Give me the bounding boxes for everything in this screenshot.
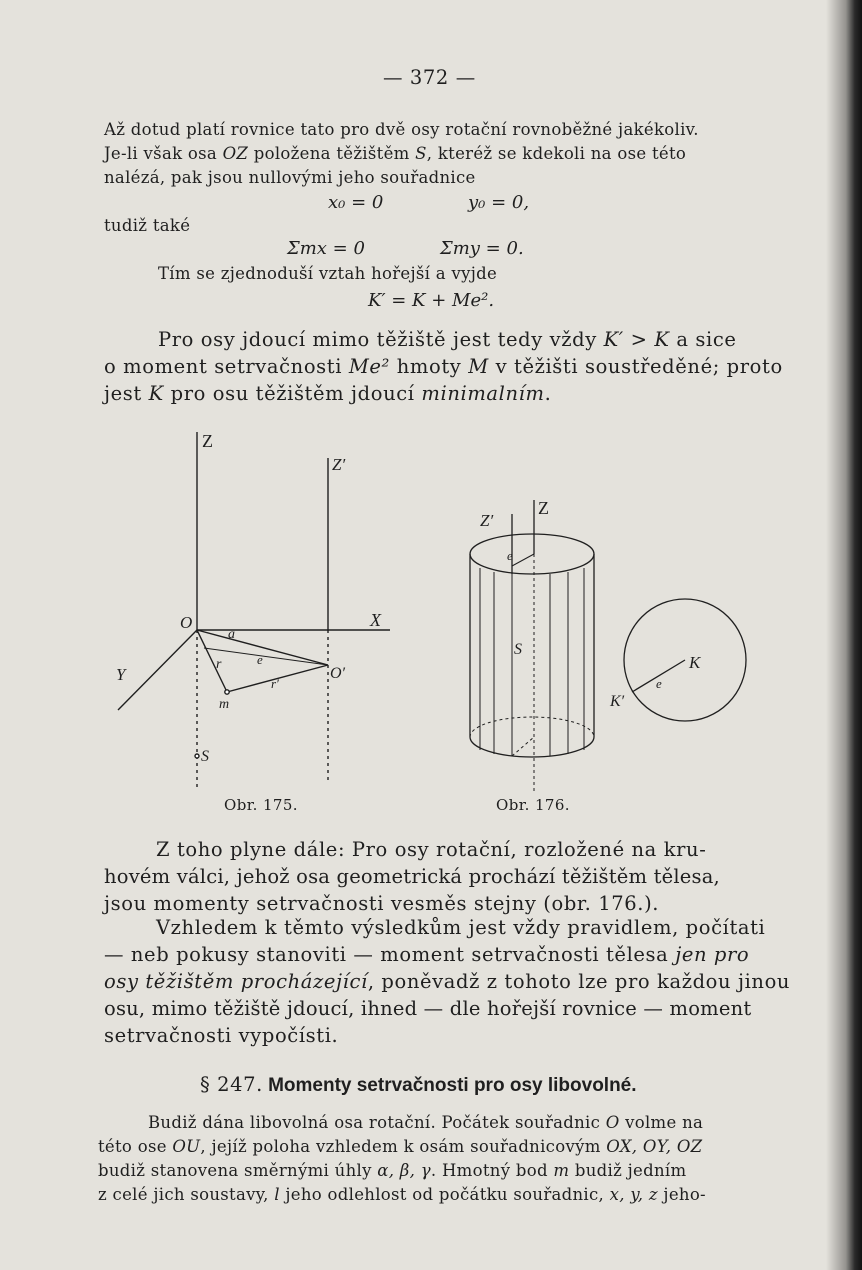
label-e: e [257, 652, 263, 667]
equation-k-prime: K′ = K + Me². [368, 290, 495, 311]
para4-line2 [104, 943, 749, 966]
axis-y [118, 630, 197, 710]
text: hmoty [389, 355, 469, 378]
simplify-line: Tím se zjednoduší vztah hořejší a vyjde [158, 264, 498, 283]
text: . [544, 382, 552, 405]
para3-line2: hovém válci, jehož osa geometrická prochází těžištěm tělesa, [104, 865, 720, 888]
math-var: K [148, 382, 164, 405]
text: . Hmotný bod [430, 1161, 554, 1180]
para2-line1 [158, 328, 736, 351]
text: jeho odlehlost od počátku souřadnic, [279, 1185, 610, 1204]
para4-line1: Vzhledem k těmto výsledkům jest vždy pravidlem, počítati [156, 916, 766, 939]
text: Pro osy jdoucí mimo těžiště jest tedy vždy [158, 328, 604, 351]
math-expr: K′ > K [603, 328, 670, 351]
para4-line3 [104, 970, 790, 993]
math-var: l [274, 1185, 280, 1204]
section-heading [200, 1073, 637, 1097]
math-var: m [553, 1161, 570, 1180]
math-var: x, y, z [609, 1185, 658, 1204]
math-var: OX, OY, OZ [606, 1137, 703, 1156]
text: v těžišti soustředěné; proto [488, 355, 783, 378]
text: volme na [619, 1113, 704, 1132]
caption-fig-175: Obr. 175. [224, 796, 298, 814]
text: budiž jedním [569, 1161, 687, 1180]
para5-line2 [98, 1137, 702, 1156]
para2-line2 [104, 355, 783, 378]
para5-line3 [98, 1161, 686, 1180]
math-var: M [468, 355, 489, 378]
label-e-circle: e [656, 676, 662, 691]
label-y: Y [116, 665, 126, 684]
label-z: Z [538, 498, 549, 518]
tudiz-take: tudiž také [104, 216, 191, 235]
para4-line4: osu, mimo těžiště jdoucí, ihned — dle hořejší rovnice — moment [104, 997, 752, 1020]
label-a: a [228, 627, 235, 642]
text: Budiž dána libovolná osa rotační. Počátek souřadnic [148, 1113, 606, 1132]
math-var: OU [172, 1137, 201, 1156]
label-x: X [370, 610, 381, 630]
line-r [197, 630, 227, 692]
para1-line2 [104, 144, 686, 163]
math-var: α, β, γ [377, 1161, 431, 1180]
cylinder-top [470, 534, 594, 574]
label-o-prime: O′ [330, 665, 346, 682]
text: o moment setrvačnosti [104, 355, 349, 378]
text: , poněvadž z tohoto lze pro každou jinou [367, 970, 791, 993]
label-o: O [180, 613, 193, 632]
para5-line4 [98, 1185, 706, 1204]
para3-line3: jsou momenty setrvačnosti vesměs stejny (obr. 176.). [104, 892, 660, 915]
text: , jejíž poloha vzhledem k osám souřadnicovým [200, 1137, 607, 1156]
label-r-prime: r′ [271, 676, 279, 691]
point-m [225, 690, 229, 694]
text: jest [104, 382, 149, 405]
italic-phrase: osy těžištěm procházející [104, 970, 368, 993]
label-r: r [216, 657, 222, 672]
para4-line5: setrvačnosti vypočísti. [104, 1024, 339, 1047]
math-expr: Me² [348, 355, 390, 378]
text: pro osu těžištěm jdoucí [163, 382, 422, 405]
para2-line3 [104, 382, 551, 405]
page-number: — 372 — [383, 66, 476, 89]
cylinder-bottom-front [470, 737, 594, 757]
para5-line1 [148, 1113, 703, 1132]
section-title: Momenty setrvačnosti pro osy libovolné. [268, 1075, 637, 1096]
math-var: OZ [222, 144, 249, 163]
math-var: S [415, 144, 427, 163]
caption-fig-176: Obr. 176. [496, 796, 570, 814]
label-z: Z [202, 431, 213, 451]
label-m: m [219, 697, 230, 712]
text: z celé jich soustavy, [98, 1185, 275, 1204]
text: , kteréž se kdekoli na ose této [426, 144, 687, 163]
para1-line3: nalézá, pak jsou nullovými jeho souřadnice [104, 168, 476, 187]
label-k: K [689, 653, 701, 672]
text: jeho- [657, 1185, 706, 1204]
label-k-prime: K′ [610, 693, 625, 710]
page-edge-shadow [826, 0, 862, 1270]
equation-y0: y₀ = 0, [468, 192, 530, 213]
equation-smx: Σmx = 0 [287, 238, 365, 259]
para1-line1: Až dotud platí rovnice tato pro dvě osy rotační rovnoběžné jakékoliv. [104, 120, 699, 139]
text: a sice [669, 328, 737, 351]
italic-word: minimalním [421, 382, 545, 405]
radius-e-top [512, 554, 534, 566]
math-var: O [605, 1113, 620, 1132]
figure-176 [450, 492, 760, 792]
radius-bottom [512, 737, 534, 756]
label-s: S [201, 748, 209, 765]
text: této ose [98, 1137, 173, 1156]
label-s: S [514, 641, 522, 658]
line-e [204, 648, 328, 665]
text: Je-li však osa [104, 144, 223, 163]
cylinder-bottom-back [470, 717, 594, 737]
label-z-prime: Z′ [332, 455, 346, 474]
point-s [195, 754, 199, 758]
text: položena těžištěm [248, 144, 416, 163]
equation-smy: Σmy = 0. [440, 238, 524, 259]
italic-phrase: jen pro [675, 943, 750, 966]
equation-x0: x₀ = 0 [328, 192, 384, 213]
section-number: § 247. [200, 1073, 263, 1096]
label-e-top: e [507, 548, 513, 563]
text: budiž stanovena směrnými úhly [98, 1161, 378, 1180]
text: — neb pokusy stanoviti — moment setrvačnosti tělesa [104, 943, 676, 966]
figure-175 [100, 420, 410, 820]
para3-line1: Z toho plyne dále: Pro osy rotační, rozložené na kru- [156, 838, 707, 861]
label-z-prime: Z′ [480, 511, 494, 530]
